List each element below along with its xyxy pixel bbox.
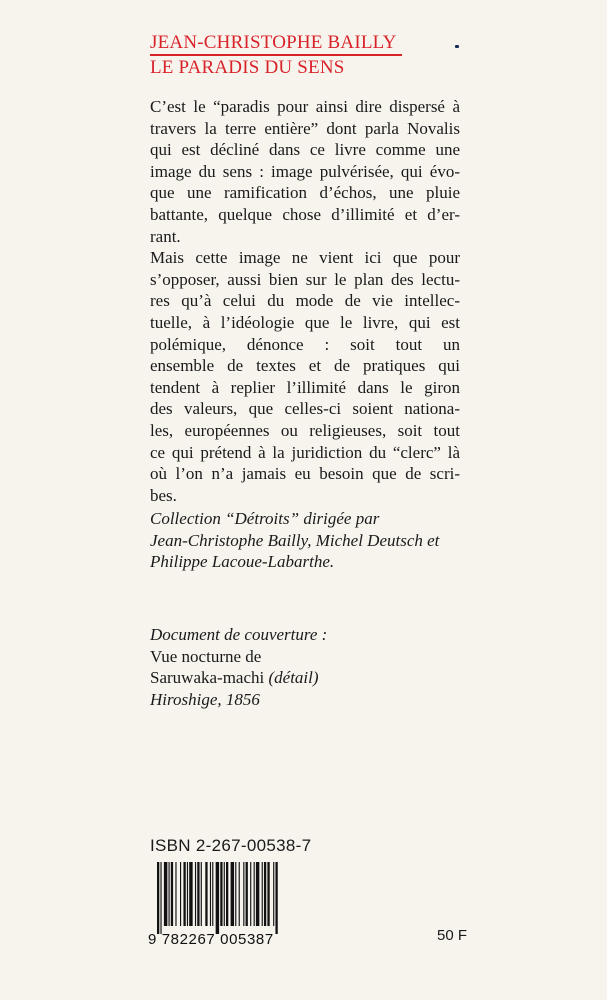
blurb-line: polémique, dénonce : soit tout un	[150, 334, 460, 354]
barcode-bar	[220, 862, 222, 926]
cover-artist: Hiroshige, 1856	[150, 689, 260, 709]
blurb-line: res qu’à celui du mode de vie intellec-	[150, 291, 460, 311]
barcode-bar	[197, 862, 199, 926]
barcode-bar	[235, 862, 236, 926]
blurb-line: C’est le “paradis pour ainsi dire dispersé à	[150, 97, 460, 116]
isbn-number: ISBN 2-267-00538-7	[150, 836, 312, 855]
barcode-bar	[256, 862, 259, 926]
barcode-bar	[273, 862, 274, 926]
barcode-bar	[224, 862, 225, 926]
cover-line: Vue nocturne de	[150, 646, 262, 666]
blurb-line: battante, quelque chose d’illimité et d’er-	[150, 204, 460, 224]
barcode-bar	[275, 862, 277, 934]
barcode-bar	[239, 862, 240, 926]
collection-credit	[150, 508, 480, 573]
barcode-bar	[226, 862, 228, 926]
barcode-digits: 9 782267 005387	[148, 931, 274, 948]
barcode-bar	[212, 862, 213, 926]
barcode-bar	[243, 862, 244, 926]
blurb-line: où l’on n’a jamais eu besoin que de scri-	[150, 464, 460, 484]
header	[150, 32, 410, 79]
collection-line: Jean-Christophe Bailly, Michel Deutsch et	[150, 530, 440, 550]
book-title: LE PARADIS DU SENS	[150, 57, 345, 78]
barcode-bar	[205, 862, 207, 926]
collection-line: Collection “Détroits” dirigée par	[150, 509, 380, 528]
barcode-bar	[216, 862, 219, 934]
blurb-line: que une ramification d’échos, une pluie	[150, 183, 460, 203]
blurb-line: bes.	[150, 485, 177, 505]
blurb-line: ce qui prétend à la juridiction du “clerc” là	[150, 442, 460, 462]
blurb-line: travers la terre entière” dont parla Novalis	[150, 118, 460, 138]
collection-line: Philippe Lacoue-Labarthe.	[150, 552, 335, 571]
blurb-line: ensemble de textes et de pratiques qui	[150, 356, 460, 376]
barcode-bar	[210, 862, 211, 926]
cover-heading: Document de couverture :	[150, 625, 328, 644]
cover-credit	[150, 624, 450, 710]
blurb-line: tendent à replier l’illimité dans le giron	[150, 377, 460, 397]
author-name: JEAN-CHRISTOPHE BAILLY	[150, 32, 397, 53]
barcode-bar	[164, 862, 167, 926]
blurb-line: rant.	[150, 226, 181, 246]
barcode-bar	[187, 862, 188, 926]
blurb-line: s’opposer, aussi bien sur le plan des lectu-	[150, 269, 460, 289]
ink-dot	[455, 45, 459, 48]
barcode-bar	[160, 862, 161, 934]
barcode-bar	[180, 862, 181, 926]
cover-line	[150, 667, 450, 689]
blurb-line: tuelle, à l’idéologie que le livre, qui est	[150, 312, 460, 332]
blurb	[150, 96, 460, 506]
barcode-bar	[231, 862, 234, 926]
barcode-bar	[189, 862, 192, 926]
blurb-line: qui est décliné dans ce livre comme une	[150, 140, 460, 160]
barcode-bar	[175, 862, 176, 926]
barcode-bar	[246, 862, 248, 926]
barcode-bar	[169, 862, 170, 926]
barcode-bar	[250, 862, 251, 926]
barcode-bar	[264, 862, 266, 926]
cover-artwork-name: Saruwaka-machi	[150, 668, 269, 687]
barcode-bar	[254, 862, 255, 926]
blurb-line: des valeurs, que celles-ci soient nationa-	[150, 399, 460, 419]
barcode-bars	[157, 862, 278, 934]
barcode-bar	[262, 862, 263, 926]
barcode-bar	[267, 862, 269, 926]
barcode-bar	[195, 862, 196, 926]
barcode-bar	[157, 862, 159, 934]
barcode-bar	[183, 862, 185, 926]
title-rule	[150, 54, 402, 56]
blurb-line: image du sens : image pulvérisée, qui évo-	[150, 161, 460, 181]
barcode-bar	[171, 862, 173, 926]
cover-detail-note: (détail)	[268, 668, 319, 687]
price: 50 F	[437, 927, 468, 944]
barcode-bar	[201, 862, 202, 926]
blurb-line: Mais cette image ne vient ici que pour	[150, 248, 460, 268]
barcode	[145, 858, 325, 948]
blurb-line: les, européennes ou religieuses, soit tout	[150, 420, 460, 440]
